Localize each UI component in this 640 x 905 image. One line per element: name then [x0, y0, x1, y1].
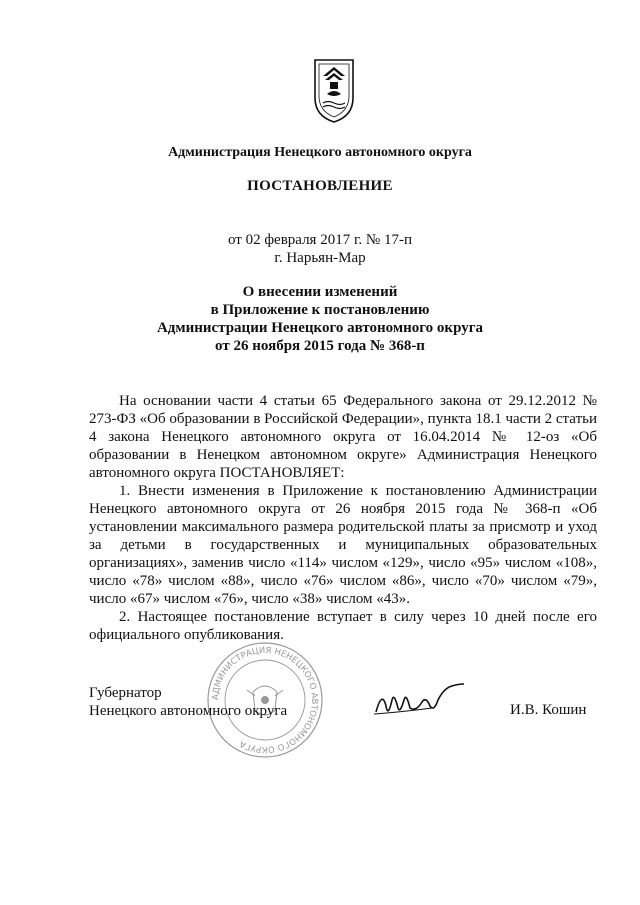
signatory-position: [89, 684, 287, 720]
position-line: Ненецкого автономного округа: [89, 703, 288, 719]
body-paragraph: 2. Настоящее постановление вступает в силу через 10 дней после его официального опубликования.: [89, 609, 597, 643]
handwritten-signature-icon: [372, 682, 472, 722]
body-paragraph: На основании части 4 статьи 65 Федерального закона от 29.12.2012 № 273-ФЗ «Об образовании в Российской Федерации», пункта 18.1 части 2 статьи 4 закона Ненецкого автономного округа от 16.04.2014 № 12-оз «Об образовании в Ненецком автономном округе» Администрация Ненецкого автономного округа ПОСТАНОВЛЯЕТ:: [89, 393, 597, 481]
signatory-name: И.В. Кошин: [510, 702, 587, 718]
position-line: Губернатор: [89, 685, 162, 701]
title-line: Администрации Ненецкого автономного округа: [156, 320, 484, 336]
body-paragraph: 1. Внести изменения в Приложение к постановлению Администрации Ненецкого автономного округа от 26 ноября 2015 года № 368-п «Об установлении максимального размера родительской платы за присмотр и уход за детьми в государственных и муниципальных образовательных организациях», заменив число «114» числом «129», число «95» числом «108», число «78» числом «88», число «76» числом «86», число «70» числом «79», число «67» числом «76», число «38» числом «43».: [89, 483, 597, 607]
seal-ring-text: АДМИНИСТРАЦИЯ НЕНЕЦКОГО АВТОНОМНОГО ОКРУГА: [210, 645, 320, 755]
organization-heading: Администрация Ненецкого автономного округа: [168, 145, 472, 160]
document-title: [0, 283, 640, 355]
document-type: ПОСТАНОВЛЕНИЕ: [247, 178, 393, 194]
document-body: [89, 392, 597, 644]
title-line: от 26 ноября 2015 года № 368-п: [215, 338, 425, 354]
title-line: О внесении изменений: [242, 284, 398, 300]
city: г. Нарьян-Мар: [274, 250, 366, 266]
date-and-number: от 02 февраля 2017 г. № 17-п: [227, 232, 413, 248]
coat-of-arms-icon: [313, 58, 355, 124]
title-line: в Приложение к постановлению: [210, 302, 430, 318]
